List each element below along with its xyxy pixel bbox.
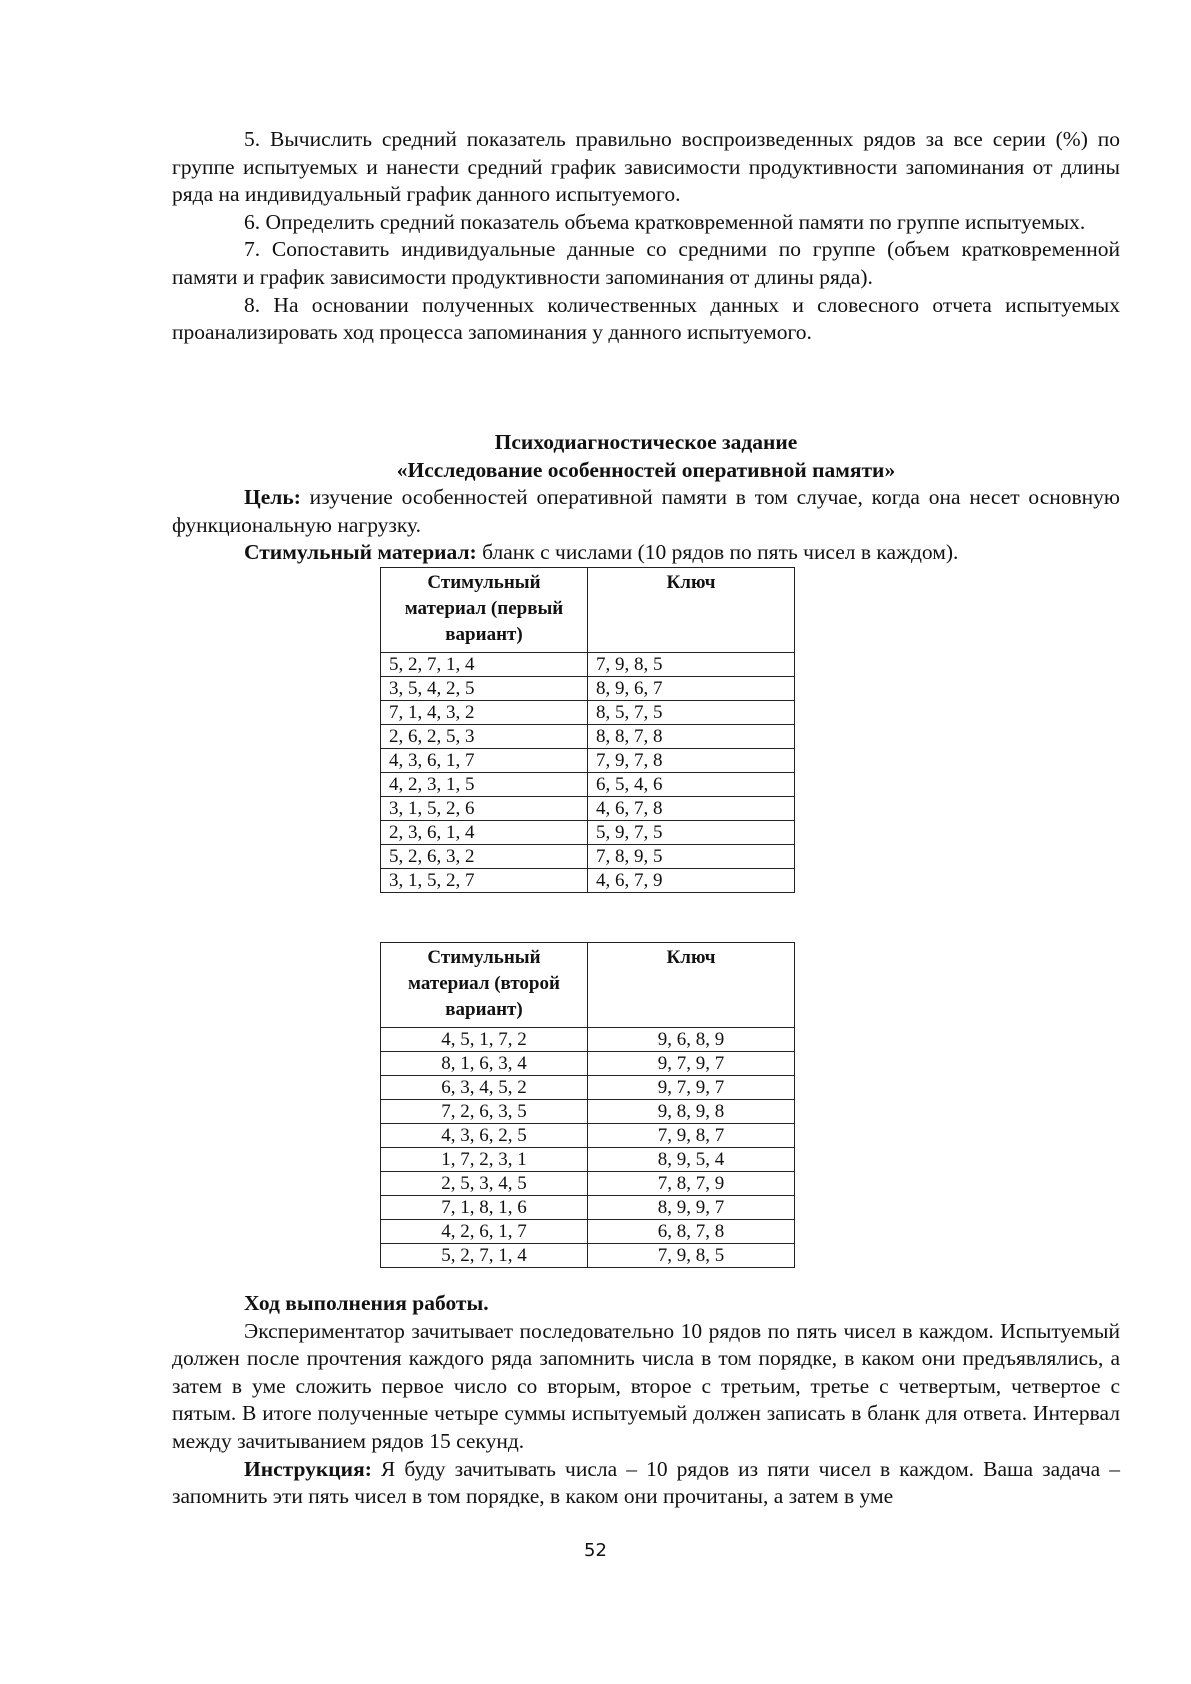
table-row [381,1220,795,1244]
table-row [381,1124,795,1148]
header-key: Ключ [588,943,795,1028]
header-key: Ключ [588,568,795,653]
stimulus-paragraph [172,539,1120,567]
procedure-section [172,1290,1120,1511]
stimulus-cell: 5, 2, 7, 1, 4 [381,653,588,677]
table-header-row [381,568,795,653]
table-row [381,1028,795,1052]
key-cell: 5, 9, 7, 5 [588,821,795,845]
paragraph-item-6: 6. Определить средний показатель объема кратковременной памяти по группе испытуемых. [244,209,1086,234]
table-row [381,1172,795,1196]
stimulus-text: бланк с числами (10 рядов по пять чисел в каждом). [476,540,959,565]
stimulus-cell: 3, 1, 5, 2, 6 [381,797,588,821]
stimulus-cell: 5, 2, 7, 1, 4 [381,1244,588,1268]
stimulus-cell: 2, 6, 2, 5, 3 [381,725,588,749]
table-row [381,1076,795,1100]
goal-text: изучение особенностей оперативной памяти в том случае, когда она несет основную функциональную нагрузку. [172,485,1120,537]
paragraph-item-8: 8. На основании полученных количественных данных и словесного отчета испытуемых проанализировать ход процесса запоминания у данного испытуемого. [172,292,1120,345]
stimulus-cell: 1, 7, 2, 3, 1 [381,1148,588,1172]
paragraph-item-5: 5. Вычислить средний показатель правильно воспроизведенных рядов за все серии (%) по группе испытуемых и нанести средний график зависимости продуктивности запоминания от длины ряда на индивидуальный график данного испытуемого. [172,127,1120,207]
section-title: Психодиагностическое задание [494,430,798,454]
page-number: 52 [584,1540,607,1561]
stimulus-table-variant-2 [380,942,795,1268]
task-section [172,429,1120,567]
stimulus-label: Стимульный материал: [244,540,477,565]
instruction-paragraph [172,1456,1120,1511]
stimulus-cell: 5, 2, 6, 3, 2 [381,845,588,869]
key-cell: 4, 6, 7, 8 [588,797,795,821]
instruction-text: Я буду зачитывать числа – 10 рядов из пяти чисел в каждом. Ваша задача – запомнить эти пять чисел в том порядке, в каком они прочитаны, а затем в уме [172,1456,1120,1509]
table-row [381,701,795,725]
key-cell: 7, 9, 8, 5 [588,653,795,677]
stimulus-cell: 4, 5, 1, 7, 2 [381,1028,588,1052]
table-row [381,797,795,821]
procedure-text: Экспериментатор зачитывает последовательно 10 рядов по пять чисел в каждом. Испытуемый должен после прочтения каждого ряда запомнить числа в том порядке, в каком они предъявлялись, а затем в уме сложить первое число со вторым, второе с третьим, третье с четвертым, четвертое с пятым. В итоге полученные четыре суммы испытуемый должен записать в бланк для ответа. Интервал между зачитыванием рядов 15 секунд. [172,1318,1120,1453]
stimulus-table-variant-1 [380,567,795,893]
table-row [381,677,795,701]
stimulus-cell: 7, 1, 8, 1, 6 [381,1196,588,1220]
goal-paragraph [172,484,1120,539]
stimulus-cell: 7, 1, 4, 3, 2 [381,701,588,725]
table-row [381,1100,795,1124]
table-row [381,773,795,797]
key-cell: 9, 7, 9, 7 [588,1076,795,1100]
stimulus-cell: 4, 2, 6, 1, 7 [381,1220,588,1244]
table-row [381,653,795,677]
stimulus-cell: 2, 5, 3, 4, 5 [381,1172,588,1196]
key-cell: 6, 5, 4, 6 [588,773,795,797]
key-cell: 7, 9, 7, 8 [588,749,795,773]
header-stimulus: Стимульный материал (второй вариант) [381,943,588,1028]
stimulus-cell: 6, 3, 4, 5, 2 [381,1076,588,1100]
key-cell: 7, 9, 8, 7 [588,1124,795,1148]
top-paragraphs [172,126,1120,347]
key-cell: 8, 8, 7, 8 [588,725,795,749]
stimulus-cell: 4, 3, 6, 1, 7 [381,749,588,773]
table-row [381,749,795,773]
key-cell: 8, 9, 6, 7 [588,677,795,701]
paragraph-item-7: 7. Сопоставить индивидуальные данные со средними по группе (объем кратковременной памяти и график зависимости продуктивности запоминания от длины ряда). [172,237,1120,289]
key-cell: 8, 9, 9, 7 [588,1196,795,1220]
stimulus-cell: 2, 3, 6, 1, 4 [381,821,588,845]
stimulus-cell: 7, 2, 6, 3, 5 [381,1100,588,1124]
header-stimulus: Стимульный материал (первый вариант) [381,568,588,653]
stimulus-cell: 3, 5, 4, 2, 5 [381,677,588,701]
key-cell: 8, 5, 7, 5 [588,701,795,725]
key-cell: 7, 9, 8, 5 [588,1244,795,1268]
table-row [381,1244,795,1268]
key-cell: 8, 9, 5, 4 [588,1148,795,1172]
table-row [381,1052,795,1076]
key-cell: 7, 8, 7, 9 [588,1172,795,1196]
stimulus-cell: 8, 1, 6, 3, 4 [381,1052,588,1076]
stimulus-cell: 3, 1, 5, 2, 7 [381,869,588,893]
table-row [381,869,795,893]
table-row [381,845,795,869]
table-row [381,1148,795,1172]
key-cell: 7, 8, 9, 5 [588,845,795,869]
table-row [381,725,795,749]
key-cell: 9, 8, 9, 8 [588,1100,795,1124]
instruction-label: Инструкция: [244,1456,372,1481]
procedure-heading: Ход выполнения работы. [244,1291,489,1315]
table-row [381,1196,795,1220]
key-cell: 4, 6, 7, 9 [588,869,795,893]
key-cell: 6, 8, 7, 8 [588,1220,795,1244]
table-header-row [381,943,795,1028]
key-cell: 9, 7, 9, 7 [588,1052,795,1076]
key-cell: 9, 6, 8, 9 [588,1028,795,1052]
section-subtitle: «Исследование особенностей оперативной памяти» [396,457,896,482]
goal-label: Цель: [244,485,301,510]
table-row [381,821,795,845]
stimulus-cell: 4, 2, 3, 1, 5 [381,773,588,797]
stimulus-cell: 4, 3, 6, 2, 5 [381,1124,588,1148]
